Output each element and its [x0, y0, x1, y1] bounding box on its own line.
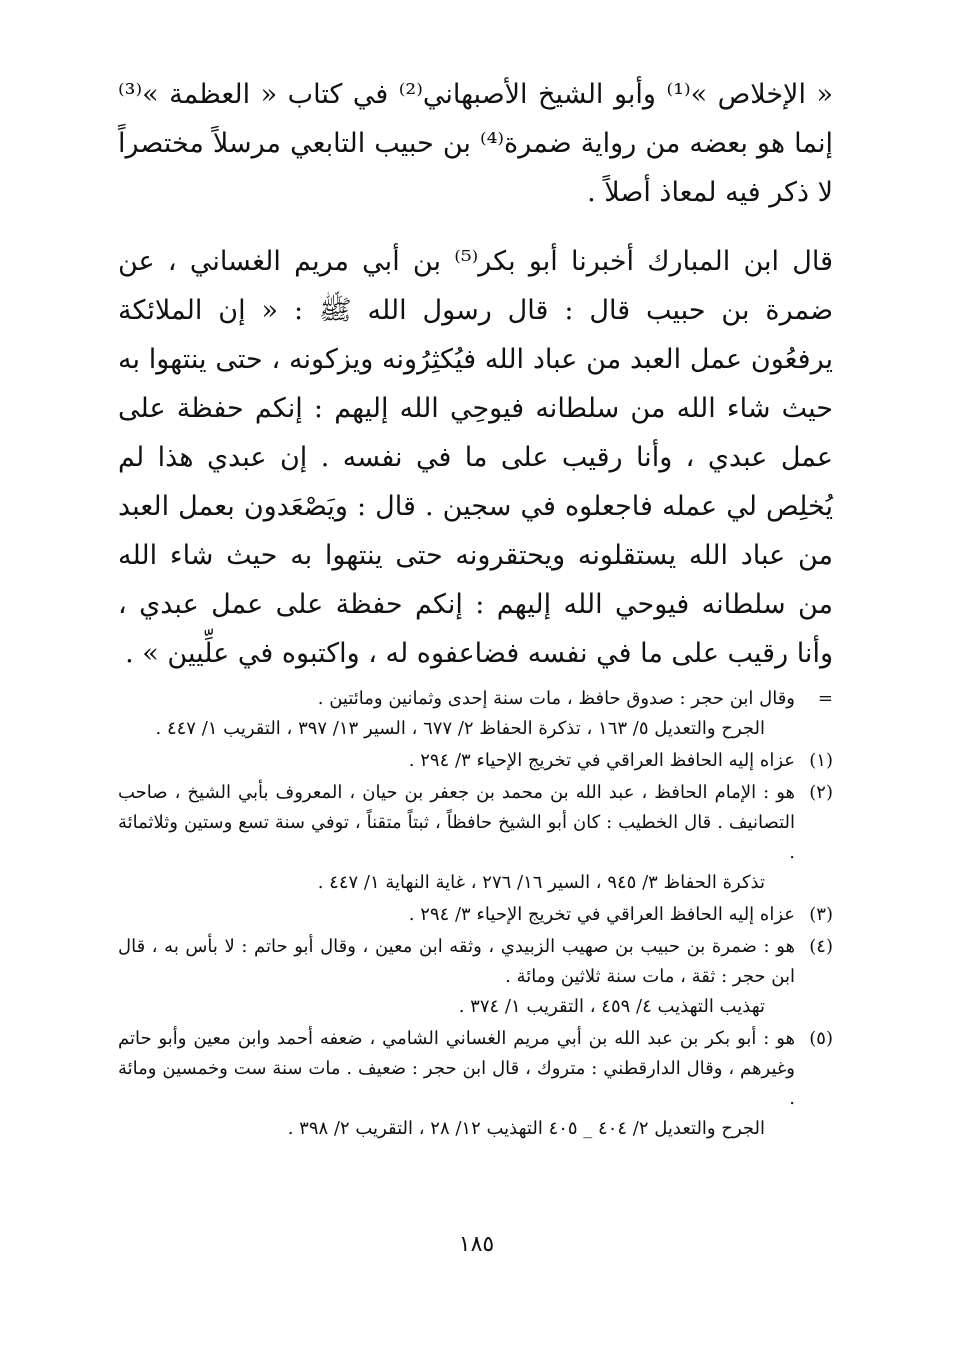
footnote-source: تذكرة الحفاظ ٣/ ٩٤٥ ، السير ١٦/ ٢٧٦ ، غاية النهاية ١/ ٤٤٧ . [317, 872, 765, 893]
footnote-source: الجرح والتعديل ٢/ ٤٠٤ _ ٤٠٥ التهذيب ١٢/ ٢٨ ، التقريب ٢/ ٣٩٨ . [287, 1118, 765, 1139]
footnote-2 [118, 778, 833, 898]
footnote-4 [118, 932, 833, 1022]
footnote-source: تهذيب التهذيب ٤/ ٤٥٩ ، التقريب ١/ ٣٧٤ . [458, 996, 765, 1017]
page-content [118, 70, 833, 1146]
footnote-text: عزاه إليه الحافظ العراقي في تخريج الإحياء ٣/ ٢٩٤ . [408, 904, 795, 925]
footnote-text: وقال ابن حجر : صدوق حافظ ، مات سنة إحدى وثمانين ومائتين . [317, 688, 795, 709]
footnotes [118, 684, 833, 1144]
footnote-5 [118, 1024, 833, 1144]
footnote-3 [118, 900, 833, 930]
page-number: ١٨٥ [458, 1232, 495, 1257]
footnote-number: (٤) [809, 936, 833, 957]
footnote-continued [118, 684, 833, 744]
footnote-text: هو : أبو بكر بن عبد الله بن أبي مريم الغساني الشامي ، ضعفه أحمد وابن معين وأبو حاتم وغيرهم ، وقال الدارقطني : متروك ، قال ابن حجر : ضعيف . مات سنة ست وخمسين ومائة . [118, 1028, 795, 1109]
footnote-text: هو : ضمرة بن حبيب بن صهيب الزبيدي ، وثقه ابن معين ، وقال أبو حاتم : لا بأس به ، قال ابن حجر : ثقة ، مات سنة ثلاثين ومائة . [118, 936, 795, 987]
footnote-1 [118, 746, 833, 776]
footnote-number: (٥) [809, 1028, 833, 1049]
footnote-number: (٣) [809, 904, 833, 925]
main-paragraph-1: « الإخلاص »⁽¹⁾ وأبو الشيخ الأصبهاني⁽²⁾ في كتاب « العظمة »⁽³⁾ إنما هو بعضه من رواية ضمرة⁽⁴⁾ بن حبيب التابعي مرسلاً مختصراً لا ذكر فيه لمعاذ أصلاً . [118, 79, 833, 208]
footnote-number: (٢) [809, 782, 833, 803]
footnote-number: (١) [809, 750, 833, 771]
footnote-source: الجرح والتعديل ٥/ ١٦٣ ، تذكرة الحفاظ ٢/ ٦٧٧ ، السير ١٣/ ٣٩٧ ، التقريب ١/ ٤٤٧ . [155, 718, 765, 739]
footnote-text: عزاه إليه الحافظ العراقي في تخريج الإحياء ٣/ ٢٩٤ . [408, 750, 795, 771]
footnote-text: هو : الإمام الحافظ ، عبد الله بن محمد بن جعفر بن حيان ، المعروف بأبي الشيخ ، صاحب التصانيف . قال الخطيب : كان أبو الشيخ حافظاً ، ثبتاً متقناً ، توفي سنة تسع وستين وثلاثمائة . [118, 782, 795, 863]
footnote-number: = [817, 688, 833, 709]
main-paragraph-2: قال ابن المبارك أخبرنا أبو بكر⁽⁵⁾ بن أبي مريم الغساني ، عن ضمرة بن حبيب قال : قال رسول الله ﷺ : « إن الملائكة يرفعُون عمل العبد من عباد الله فيُكثِرُونه ويزكونه ، حتى ينتهوا به حيث شاء الله من سلطانه فيوحِي الله إليهم : إنكم حفظة على عمل عبدي ، وأنا رقيب على ما في نفسه . إن عبدي هذا لم يُخلِص لي عمله فاجعلوه في سجين . قال : ويَصْعَدون بعمل العبد من عباد الله يستقلونه ويحتقرونه حتى ينتهوا به حيث شاء الله من سلطانه فيوحي الله إليهم : إنكم حفظة على عمل عبدي ، وأنا رقيب على ما في نفسه فضاعفوه له ، واكتبوه في علِّيين » . [118, 246, 833, 669]
